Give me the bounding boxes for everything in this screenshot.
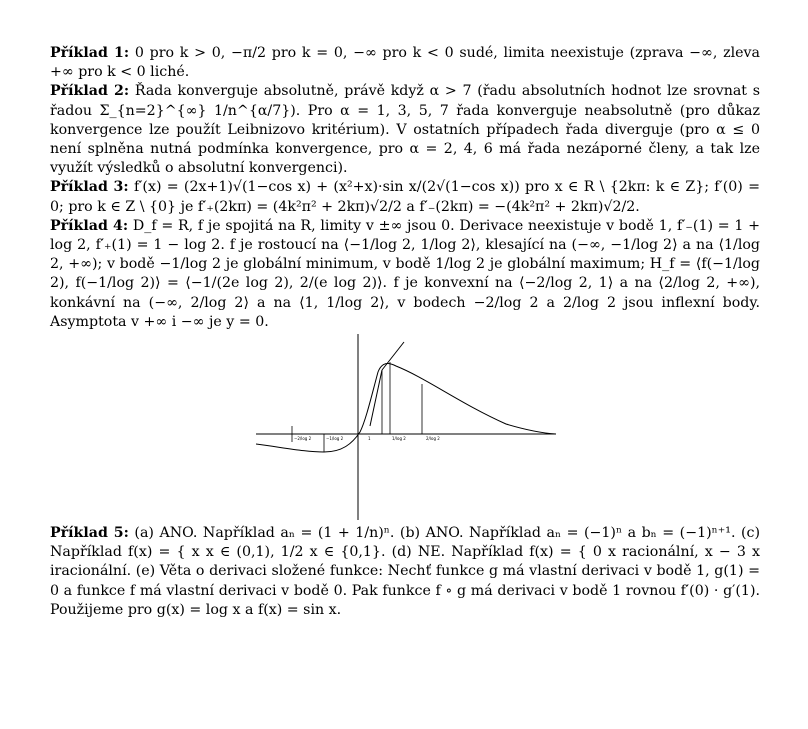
tick-label-3: 1	[368, 436, 371, 442]
tick-label-2: −1/log 2	[326, 436, 344, 442]
right-tangent	[382, 342, 404, 370]
tick-label-5: 2/log 2	[426, 436, 440, 442]
tick-label-4: 1/log 2	[392, 436, 406, 442]
example-5-label: Příklad 5:	[50, 525, 129, 542]
example-1-label: Příklad 1:	[50, 45, 130, 61]
function-graph	[256, 334, 576, 520]
example-2-label: Příklad 2:	[50, 83, 130, 100]
example-4-text: D_f = R, f je spojitá na R, limity v ±∞ jsou 0. Derivace neexistuje v bodě 1, f′₋(1) = 1 + log 2, f′₊(1) = 1 − log 2. f je rostoucí na ⟨−1/log 2, 1/log 2⟩, klesající na (−∞, −1/log 2⟩ a na ⟨1/log 2, +∞); v bodě −1/log 2 je globální minimum, v bodě 1/log 2 je globální maximum; H_f = ⟨f(−1/log 2), f(−1/log 2)⟩ = ⟨−1/(2e log 2), 2/(e log 2)⟩. f je konvexní na ⟨−2/log 2, 1⟩ a na ⟨2/log 2, +∞), konkávní na (−∞, 2/log 2⟩ a na ⟨1, 1/log 2⟩, v bodech −2/log 2 a 2/log 2 jsou inflexní body. Asymptota v +∞ i −∞ je y = 0.	[50, 217, 760, 330]
solutions-page	[50, 44, 760, 620]
tick-label-1: −2/log 2	[294, 436, 312, 442]
example-4-label: Příklad 4:	[50, 217, 129, 234]
example-5-text: (a) ANO. Například aₙ = (1 + 1/n)ⁿ. (b) ANO. Například aₙ = (−1)ⁿ a bₙ = (−1)ⁿ⁺¹. (c) Například f(x) = { x x ∈ (0,1), 1/2 x ∈ {0,1}. (d) NE. Například f(x) = { 0 x racionální, x − 3 x iracionální. (e) Věta o derivaci složené funkce: Nechť funkce g má vlastní derivaci v bodě 1, g(1) = 0 a funkce f má vlastní derivaci v bodě 0. Pak funkce f ∘ g má derivaci v bodě 1 rovnou f′(0) · g′(1). Použijeme pro g(x) = log x a f(x) = sin x.	[50, 525, 761, 618]
function-graph-figure	[50, 334, 760, 520]
example-2	[50, 82, 760, 178]
example-3	[50, 178, 760, 216]
example-2-text: Řada konverguje absolutně, právě když α > 7 (řadu absolutních hodnot lze srovnat s řadou Σ_{n=2}^{∞} 1/n^{α/7}). Pro α = 1, 3, 5, 7 řada konverguje neabsolutně (pro důkaz konvergence lze použít Leibnizovo kritérium). V ostatních případech řada diverguje (pro α ≤ 0 není splněna nutná podmínka konvergence, pro α = 2, 4, 6 má řada nezáporné členy, a tak lze využít výsledků o absolutní konvergenci).	[50, 83, 760, 177]
example-1-text: 0 pro k > 0, −π/2 pro k = 0, −∞ pro k < 0 sudé, limita neexistuje (zprava −∞, zleva +∞ pro k < 0 liché.	[50, 45, 760, 81]
example-1	[50, 44, 760, 82]
example-3-text: f′(x) = (2x+1)√(1−cos x) + (x²+x)·sin x/(2√(1−cos x)) pro x ∈ R \ {2kπ: k ∈ Z}; f′(0) = 0; pro k ∈ Z \ {0} je f′₊(2kπ) = (4k²π² + 2kπ)√2/2 a f′₋(2kπ) = −(4k²π² + 2kπ)√2/2.	[50, 179, 760, 215]
example-5	[50, 524, 760, 620]
example-4	[50, 217, 760, 332]
example-3-label: Příklad 3:	[50, 179, 129, 196]
